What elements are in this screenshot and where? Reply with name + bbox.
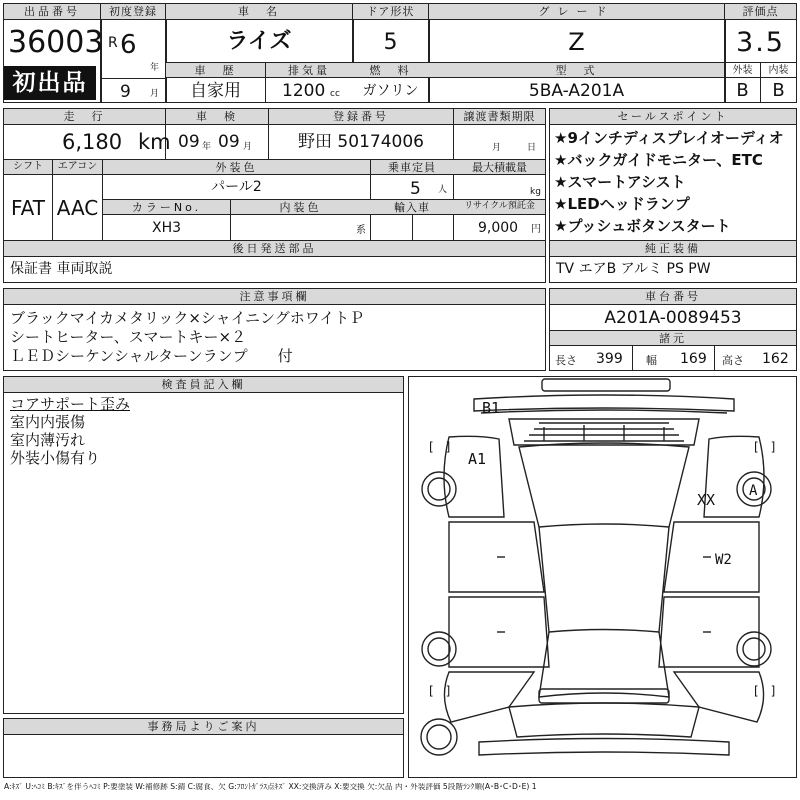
exterior-grade-label: 外装 bbox=[732, 65, 753, 76]
sales-point-5: ★プッシュボタンスタート bbox=[554, 217, 731, 235]
registration-label: 初度登録 bbox=[109, 5, 157, 18]
plate-label: 登録番号 bbox=[333, 110, 389, 123]
ac-value: AAC bbox=[56, 196, 99, 220]
lot-number: 36003 bbox=[8, 25, 104, 60]
score-label: 評価点 bbox=[742, 5, 779, 18]
height-value: 162 bbox=[762, 351, 789, 367]
shift-label: シフト bbox=[13, 161, 43, 172]
sales-point-1: ★9インチディスプレイオーディオ bbox=[554, 129, 784, 147]
grade-label: グレード bbox=[538, 5, 615, 18]
inspection-year-unit: 年 bbox=[202, 142, 212, 152]
ac-label: エアコン bbox=[57, 161, 98, 172]
inspector-label: 検査員記入欄 bbox=[161, 378, 246, 391]
damage-diagram bbox=[408, 376, 797, 778]
inspector-line-2: 室内内張傷 bbox=[10, 413, 86, 431]
equipment-label: 純正装備 bbox=[645, 242, 701, 255]
interior-grade-label: 内装 bbox=[768, 65, 789, 76]
mileage-label: 走 行 bbox=[63, 110, 106, 123]
exterior-grade: B bbox=[736, 80, 749, 101]
interior-grade: B bbox=[772, 80, 785, 101]
import-label: 輸入車 bbox=[394, 201, 430, 214]
model-value: 5BA-A201A bbox=[528, 81, 625, 101]
damage-mark-a: A bbox=[749, 483, 758, 499]
length-label: 長さ bbox=[555, 354, 577, 367]
car-name: ライズ bbox=[226, 29, 292, 54]
car-outline bbox=[409, 377, 798, 779]
width-label: 幅 bbox=[646, 354, 657, 367]
exterior-color-label: 外装色 bbox=[215, 161, 258, 174]
recycle-unit: 円 bbox=[531, 224, 541, 235]
registration-month-unit: 月 bbox=[150, 89, 160, 99]
notes-label: 注意事項欄 bbox=[239, 290, 310, 303]
inspector-line-4: 外装小傷有り bbox=[10, 449, 101, 467]
transfer-label: 譲渡書類期限 bbox=[463, 110, 536, 123]
grade-value: Z bbox=[568, 28, 585, 56]
exterior-color: パール2 bbox=[211, 179, 262, 195]
capacity-unit: 人 bbox=[438, 185, 448, 195]
notes-line-2: シートヒーター、スマートキー×２ bbox=[10, 328, 247, 346]
bracket-right-top: [ ] bbox=[754, 440, 776, 454]
car-name-label: 車 名 bbox=[238, 5, 280, 18]
later-parts-label: 後日発送部品 bbox=[232, 242, 317, 255]
sales-points-label: セールスポイント bbox=[617, 110, 729, 123]
inspector-line-3: 室内薄汚れ bbox=[10, 431, 86, 449]
vehicle-history: 自家用 bbox=[190, 81, 241, 101]
inspector-line-1: コアサポート歪み bbox=[10, 395, 131, 413]
chassis-label: 車台番号 bbox=[645, 290, 701, 303]
notes-line-1: ブラックマイカメタリック×シャイニングホワイトＰ bbox=[10, 309, 365, 327]
damage-mark-b1: B1 bbox=[482, 399, 501, 417]
width-value: 169 bbox=[680, 351, 707, 367]
plate-number: 野田 50174006 bbox=[298, 132, 424, 152]
registration-year: 6 bbox=[120, 30, 137, 60]
displacement-label: 排気量 bbox=[288, 64, 330, 77]
score-value: 3.5 bbox=[736, 27, 785, 58]
color-number: XH3 bbox=[151, 220, 182, 236]
mileage-value: 6,180 bbox=[62, 130, 123, 154]
office-label: 事務局よりご案内 bbox=[147, 720, 260, 733]
inspection-label: 車 検 bbox=[196, 110, 238, 123]
damage-mark-w2: W2 bbox=[715, 552, 732, 568]
inspection-month: 09 bbox=[218, 132, 240, 152]
displacement-value: 1200 bbox=[282, 81, 326, 101]
load-label: 最大積載量 bbox=[472, 161, 527, 174]
capacity-label: 乗車定員 bbox=[388, 161, 436, 174]
interior-color-label: 内装色 bbox=[279, 201, 322, 214]
shift-value: FAT bbox=[10, 196, 45, 220]
door-count: 5 bbox=[383, 30, 398, 55]
recycle-label: リサイクル預託金 bbox=[464, 201, 535, 211]
damage-mark-xx: XX bbox=[697, 491, 716, 509]
interior-color-unit: 系 bbox=[356, 225, 366, 236]
registration-year-unit: 年 bbox=[150, 63, 160, 73]
history-label: 車 歴 bbox=[194, 64, 237, 77]
length-value: 399 bbox=[596, 351, 623, 367]
spec-label: 諸元 bbox=[659, 332, 687, 345]
sales-point-3: ★スマートアシスト bbox=[554, 173, 686, 191]
inspection-month-unit: 月 bbox=[243, 142, 253, 152]
sales-point-2: ★バックガイドモニター、ETC bbox=[554, 151, 763, 169]
height-label: 高さ bbox=[722, 354, 744, 367]
bracket-right-bottom: [ ] bbox=[754, 684, 776, 698]
later-parts-items: 保証書 車両取説 bbox=[10, 261, 113, 277]
lot-number-label: 出品番号 bbox=[24, 5, 80, 18]
capacity-value: 5 bbox=[410, 179, 421, 199]
chassis-number: A201A-0089453 bbox=[604, 308, 742, 328]
legend: A:ｷｽﾞ U:ﾍｺﾐ B:ｷｽﾞを伴うﾍｺﾐ P:要塗装 W:補修跡 S:錆 C:腐食、欠 G:ﾌﾛﾝﾄｶﾞﾗｽ点ｷｽﾞ XX:交換済み X:要交換 欠:欠品 内・外装評価 5段階ﾗﾝｸ順(A･B･C･D･E) 1 bbox=[4, 783, 537, 791]
inspection-year: 09 bbox=[178, 132, 200, 152]
door-label: ドア形状 bbox=[366, 5, 415, 18]
mileage-unit: km bbox=[138, 130, 171, 154]
registration-era: R bbox=[108, 35, 118, 51]
notes-line-3: ＬＥＤシーケンシャルターンランプ 付 bbox=[10, 347, 293, 365]
fuel-label: 燃 料 bbox=[369, 64, 412, 77]
load-unit: kg bbox=[530, 187, 541, 197]
first-listing-badge: 初出品 bbox=[4, 66, 96, 100]
transfer-month-unit: 月 bbox=[492, 143, 502, 153]
damage-mark-a1: A1 bbox=[468, 450, 487, 468]
transfer-day-unit: 日 bbox=[527, 143, 537, 153]
bracket-left-top: [ ] bbox=[429, 440, 451, 454]
registration-month: 9 bbox=[120, 82, 131, 102]
color-number-label: カラーNo. bbox=[131, 201, 202, 214]
equipment-items: TV エアB アルミ PS PW bbox=[556, 261, 711, 277]
fuel-value: ガソリン bbox=[362, 83, 419, 99]
model-label: 型 式 bbox=[555, 64, 598, 77]
recycle-value: 9,000 bbox=[478, 220, 519, 236]
displacement-unit: cc bbox=[330, 89, 340, 99]
bracket-left-bottom: [ ] bbox=[429, 684, 451, 698]
sales-point-4: ★LEDヘッドランプ bbox=[554, 195, 690, 213]
